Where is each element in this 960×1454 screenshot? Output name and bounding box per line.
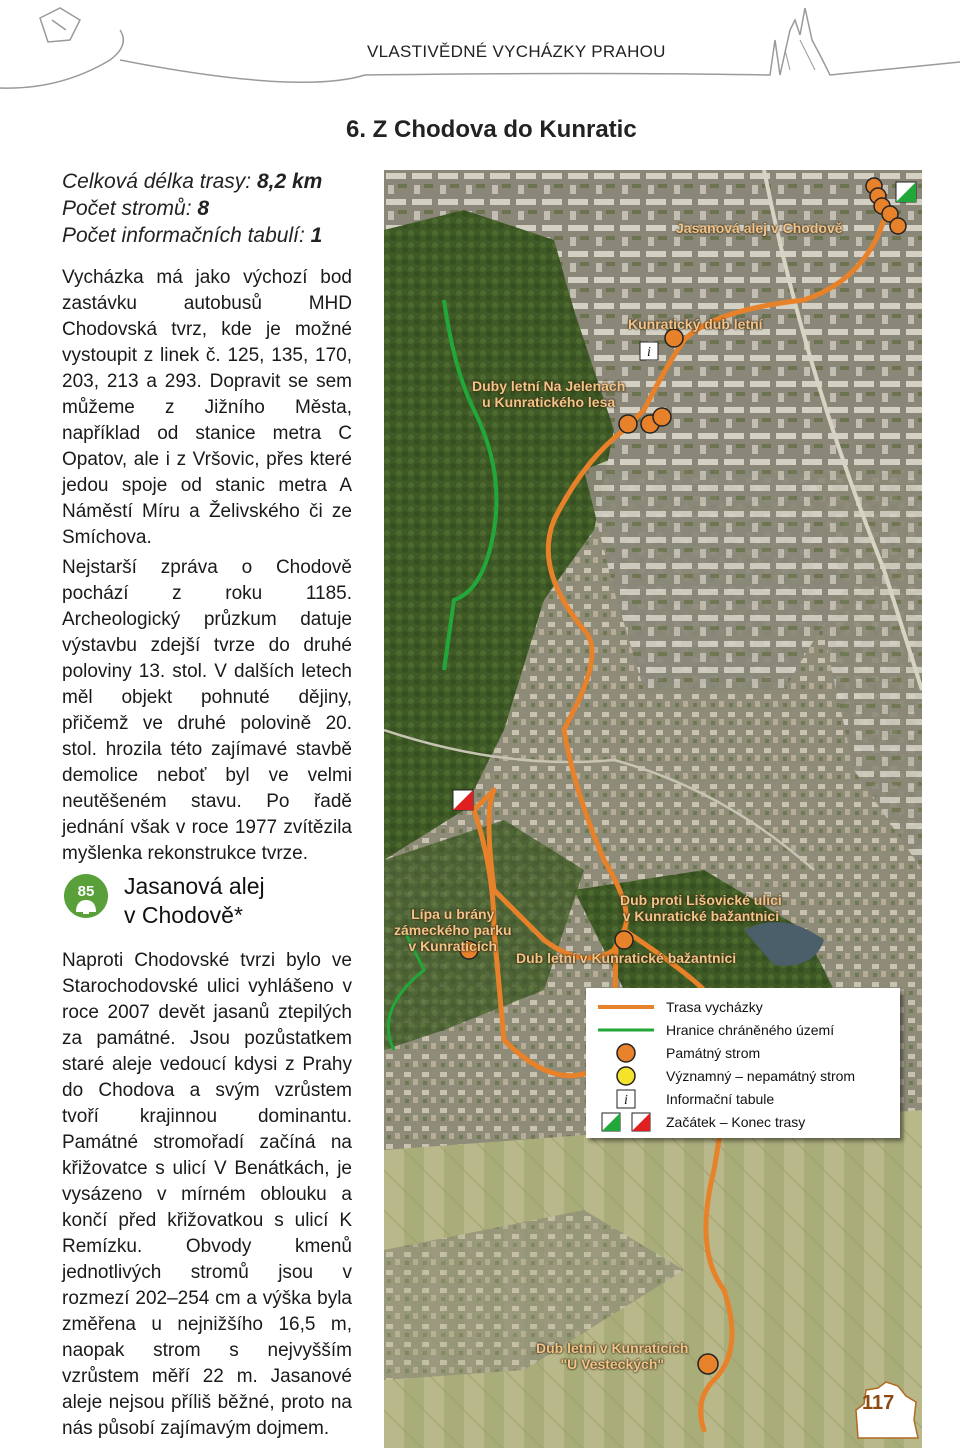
notable-tree-icon: [594, 1065, 658, 1087]
info-board-symbol: i: [647, 345, 651, 360]
intro-paragraph-1: Vycházka má jako výchozí bod zastávku autobusů MHD Chodovská tvrz, kde je možné vystoupit z linek č. 125, 135, 170, 203, 213 a 293. Dopravit se sem můžeme z Jižního Města, například od stanice metra C Opatov, ale i z Vršovic, přes které jedou spoje od stanic metra A Náměstí Míru a Želivského či ze Smíchova.: [62, 267, 352, 548]
route-length-value: 8,2 km: [256, 170, 323, 193]
label-dub-u-vesteckych: [536, 1340, 688, 1372]
label-lipa-line-1: Lípa u brány: [411, 906, 495, 922]
label-vestecky-line-1: Dub letní v Kunraticích: [536, 1340, 689, 1356]
label-lisovicke-line-1: Dub proti Lišovické ulici: [620, 892, 782, 908]
info-board-legend-icon: [594, 1088, 658, 1110]
memorial-tree-icon: [594, 1042, 658, 1064]
legend-boundary-label: Hranice chráněného území: [666, 1022, 835, 1038]
label-dub-lisovicke: [620, 892, 782, 924]
route-length-label: Celková délka trasy:: [62, 170, 252, 193]
tree-number-badge-icon: [62, 872, 110, 920]
legend-route: [586, 996, 900, 1018]
tree-count-label: Počet stromů:: [62, 197, 192, 220]
label-kunraticky-dub: Kunratický dub letní: [628, 316, 763, 332]
legend-notable-tree: [586, 1065, 900, 1087]
tree-title-line-1: Jasanová alej: [124, 873, 265, 899]
start-end-icon: [594, 1111, 658, 1133]
tree-title: [124, 872, 265, 930]
label-dub-bazantnice: Dub letní v Kunratické bažantnici: [516, 950, 737, 966]
chapter-title: 6. Z Chodova do Kunratic: [346, 116, 637, 143]
page-number-badge: [850, 1380, 920, 1440]
legend-info-board-label: Informační tabule: [666, 1091, 775, 1107]
tree-count-value: 8: [197, 197, 210, 220]
intro-paragraph-2: Nejstarší zpráva o Chodově pochází z roku 1185. Archeologický průzkum datuje výstavbu zdejší tvrze do druhé poloviny 13. stol. V dalších letech měl objekt pohnuté dějiny, přičemž ve druhé polovině 20. stol. hrozila této zajímavé stavbě demolice neboť byl ve velmi neutěšeném stavu. Po řadě jednání však v roce 1977 zvítězila myšlenka rekonstrukce tvrze.: [62, 557, 352, 864]
page-number: 117: [862, 1392, 895, 1414]
route-length: [62, 168, 362, 195]
label-lisovicke-line-2: v Kunratické bažantnici: [622, 908, 780, 924]
info-legend-symbol: i: [624, 1093, 628, 1108]
label-vestecky-line-2: "U Vesteckých": [560, 1356, 665, 1372]
legend-info-board: [586, 1088, 900, 1110]
tree-number: 85: [77, 883, 95, 900]
label-lipa-u-brany: [394, 906, 512, 954]
legend-memorial-tree: [586, 1042, 900, 1064]
legend-notable-tree-label: Významný – nepamátný strom: [666, 1068, 856, 1084]
tree-count: [62, 195, 362, 222]
label-duby-line-1: Duby letní Na Jelenách: [472, 378, 626, 394]
legend-route-label: Trasa vycházky: [666, 999, 763, 1015]
label-jasanova-alej: Jasanová alej v Chodově: [676, 220, 843, 236]
legend-boundary: [586, 1019, 900, 1041]
label-duby-na-jelenach: [472, 378, 625, 410]
route-summary: [62, 168, 362, 249]
legend-start-end: [586, 1111, 900, 1133]
legend-start-end-label: Začátek – Konec trasy: [666, 1114, 806, 1130]
label-duby-line-2: u Kunratického lesa: [482, 394, 616, 410]
intro-text: [62, 265, 352, 871]
boundary-line-icon: [594, 1019, 658, 1041]
route-line-icon: [594, 996, 658, 1018]
board-count: [62, 222, 362, 249]
label-lipa-line-3: v Kunraticích: [408, 938, 498, 954]
tree-title-line-2: v Chodově*: [124, 902, 243, 928]
board-count-value: 1: [310, 224, 323, 247]
series-title: VLASTIVĚDNÉ VYCHÁZKY PRAHOU: [367, 42, 666, 61]
aerial-map-image: [384, 170, 922, 1448]
board-count-label: Počet informačních tabulí:: [62, 224, 305, 247]
tree-description: Naproti Chodovské tvrzi bylo ve Starochodovské ulici vyhlášeno v roce 2007 devět jasanů ztepilých za památné. Jsou pozůstatkem staré aleje vedoucí kdysi z Prahy do Chodova a svým vzrůstem tvoří krajinnou dominantu. Památné stromořadí začíná na křižovatce s ulicí V Benátkách, je vysázeno v mírném oblouku a končí před křižovatkou s ulicí K Remízku. Obvody kmenů jednotlivých stromů jsou v rozmezí 202–254 cm a výška byla změřena u nejnižšího 16,5 m, naopak strom s nejvyšším vzrůstem měří 22 m. Jasanové aleje nejsou příliš běžné, proto na nás působí zajímavým dojmem.: [62, 950, 352, 1439]
legend-memorial-tree-label: Památný strom: [666, 1045, 761, 1061]
route-map: [384, 170, 922, 1448]
label-lipa-line-2: zámeckého parku: [394, 922, 512, 938]
map-legend: [586, 988, 900, 1138]
